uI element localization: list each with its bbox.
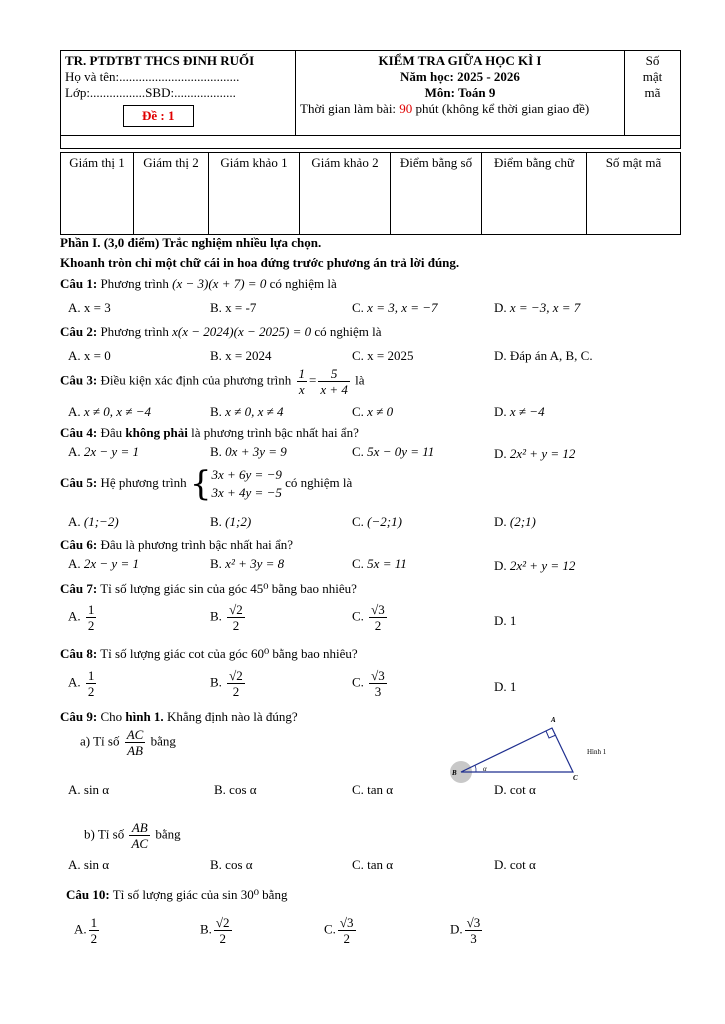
question-3: Câu 3: Điều kiện xác định của phương trình $\frac{1}{x}$ = $\frac{5}{x + 4}$ là — [60, 366, 365, 397]
q9a-option-d[interactable]: D. cot α — [494, 782, 536, 797]
q10-option-c[interactable]: C. $\frac{√3}{2}$ — [324, 915, 354, 946]
q8-option-a[interactable]: A. $\frac{1}{2}$ — [68, 668, 95, 699]
question-8: Câu 8: Tỉ số lượng giác cot của góc 60⁰ bằng bao nhiêu? — [60, 646, 358, 661]
student-name-line: Họ và tên:..................................... — [65, 69, 240, 84]
q3-fraction-1: $\frac{1}{x}$ — [298, 366, 306, 397]
q7-option-d[interactable]: D. 1 — [494, 613, 517, 628]
q4-option-b[interactable]: B. 0x + 3y = 9 — [210, 444, 287, 459]
q5-option-a[interactable]: A. (1;−2) — [68, 514, 119, 529]
question-6: Câu 6: Đâu là phương trình bậc nhất hai ẩn? — [60, 537, 294, 552]
school-year: Năm học: 2025 - 2026 — [400, 69, 520, 84]
q3-option-c[interactable]: C. x ≠ 0 — [352, 404, 394, 419]
question-4: Câu 4: Đâu không phải là phương trình bậc nhất hai ẩn? — [60, 425, 359, 440]
q10-option-a[interactable]: A. $\frac{1}{2}$ — [74, 915, 98, 946]
system-brace: { — [189, 464, 212, 504]
q9b-option-a[interactable]: A. sin α — [68, 857, 110, 872]
exam-info-cell — [296, 51, 625, 136]
triangle-abc — [461, 728, 573, 772]
equation-system: 3x + 6y = −9 3x + 4y = −5 — [211, 467, 282, 500]
subject: Môn: Toán 9 — [424, 85, 496, 100]
question-1: Câu 1: Phương trình (x − 3)(x + 7) = 0 có nghiệm là — [60, 276, 337, 291]
question-7: Câu 7: Tỉ số lượng giác sin của góc 45⁰ bằng bao nhiêu? — [60, 581, 357, 596]
label-c: C — [573, 774, 578, 782]
q4-option-d[interactable]: D. 2x² + y = 12 — [494, 446, 576, 461]
part1-title: Phần I. (3,0 điểm) Trắc nghiệm nhiều lựa chọn. — [60, 235, 322, 250]
q7-option-c[interactable]: C. $\frac{√3}{2}$ — [352, 602, 385, 633]
q6-option-c[interactable]: C. 5x = 11 — [352, 556, 407, 571]
time-line: Thời gian làm bài: 90 phút (không kể thời gian giao đề) — [300, 101, 590, 116]
label-alpha: α — [483, 765, 487, 773]
q2-option-b[interactable]: B. x = 2024 — [210, 348, 272, 363]
q10-option-b[interactable]: B. $\frac{√2}{2}$ — [200, 915, 230, 946]
q6-option-b[interactable]: B. x² + 3y = 8 — [210, 556, 285, 571]
signature-table — [60, 152, 681, 235]
q9a-option-a[interactable]: A. sin α — [68, 782, 110, 797]
q5-option-d[interactable]: D. (2;1) — [494, 514, 536, 529]
q1-option-d[interactable]: D. x = −3, x = 7 — [494, 300, 581, 315]
q4-option-c[interactable]: C. 5x − 0y = 11 — [352, 444, 435, 459]
signature-col: Số mật mã — [587, 153, 681, 235]
school-cell — [61, 51, 296, 136]
secret-code-cell: Số mật mã — [625, 51, 681, 136]
q8-option-b[interactable]: B. $\frac{√2}{2}$ — [210, 668, 243, 699]
q8-option-c[interactable]: C. $\frac{√3}{3}$ — [352, 668, 385, 699]
q4-option-a[interactable]: A. 2x − y = 1 — [68, 444, 139, 459]
figure-caption: Hình 1 — [587, 748, 607, 756]
q9-part-b: b) Tỉ số $\frac{AB}{AC}$ bằng — [84, 820, 181, 851]
q5-option-c[interactable]: C. (−2;1) — [352, 514, 402, 529]
label-b: B — [452, 769, 457, 777]
signature-col: Giám thị 1 — [61, 153, 134, 235]
signature-col: Giám khảo 2 — [300, 153, 391, 235]
q2-option-a[interactable]: A. x = 0 — [68, 348, 111, 363]
q7-option-a[interactable]: A. $\frac{1}{2}$ — [68, 602, 95, 633]
time-value: 90 — [399, 101, 413, 116]
q7-option-b[interactable]: B. $\frac{√2}{2}$ — [210, 602, 243, 633]
signature-col: Điểm bằng chữ — [482, 153, 587, 235]
angle-arc — [475, 765, 476, 772]
class-sbd-line: Lớp:.................SBD:................... — [65, 85, 236, 100]
q3-option-d[interactable]: D. x ≠ −4 — [494, 404, 545, 419]
q9b-option-c[interactable]: C. tan α — [352, 857, 394, 872]
q3-option-a[interactable]: A. x ≠ 0, x ≠ −4 — [68, 404, 151, 419]
separator-row — [61, 136, 681, 149]
question-5: Câu 5: Hệ phương trình { 3x + 6y = −9 3x + 4y = −5 có nghiệm là — [60, 464, 353, 504]
triangle-figure — [445, 710, 635, 790]
q2-option-c[interactable]: C. x = 2025 — [352, 348, 414, 363]
q6-option-d[interactable]: D. 2x² + y = 12 — [494, 558, 576, 573]
q9a-option-c[interactable]: C. tan α — [352, 782, 394, 797]
q9a-option-b[interactable]: B. cos α — [214, 782, 257, 797]
q2-option-d[interactable]: D. Đáp án A, B, C. — [494, 348, 593, 363]
question-9: Câu 9: Cho hình 1. Khẳng định nào là đúng? — [60, 709, 298, 724]
question-10: Câu 10: Tỉ số lượng giác của sin 30⁰ bằng — [66, 887, 288, 902]
q3-fraction-2: $\frac{5}{x + 4}$ — [320, 366, 348, 397]
q1-option-a[interactable]: A. x = 3 — [68, 300, 111, 315]
signature-col: Điểm bằng số — [391, 153, 482, 235]
q9-part-a: a) Tỉ số $\frac{AC}{AB}$ bằng — [80, 727, 176, 758]
question-2: Câu 2: Phương trình x(x − 2024)(x − 2025) = 0 có nghiệm là — [60, 324, 382, 339]
q10-option-d[interactable]: D. $\frac{√3}{3}$ — [450, 915, 481, 946]
q5-option-b[interactable]: B. (1;2) — [210, 514, 252, 529]
exam-code-badge: Đề : 1 — [123, 105, 194, 127]
q1-option-c[interactable]: C. x = 3, x = −7 — [352, 300, 438, 315]
q9b-option-b[interactable]: B. cos α — [210, 857, 253, 872]
signature-col: Giám khảo 1 — [209, 153, 300, 235]
q1-option-b[interactable]: B. x = -7 — [210, 300, 257, 315]
header-table — [60, 50, 681, 149]
q9b-option-d[interactable]: D. cot α — [494, 857, 536, 872]
school-name: TR. PTDTBT THCS ĐINH RUỐI — [65, 53, 255, 68]
q8-option-d[interactable]: D. 1 — [494, 679, 517, 694]
label-a: A — [551, 716, 556, 724]
q3-option-b[interactable]: B. x ≠ 0, x ≠ 4 — [210, 404, 284, 419]
part1-instruction: Khoanh tròn chỉ một chữ cái in hoa đứng trước phương án trả lời đúng. — [60, 255, 460, 270]
signature-col: Giám thị 2 — [134, 153, 209, 235]
q6-option-a[interactable]: A. 2x − y = 1 — [68, 556, 139, 571]
exam-title: KIỂM TRA GIỮA HỌC KÌ I — [378, 53, 542, 68]
